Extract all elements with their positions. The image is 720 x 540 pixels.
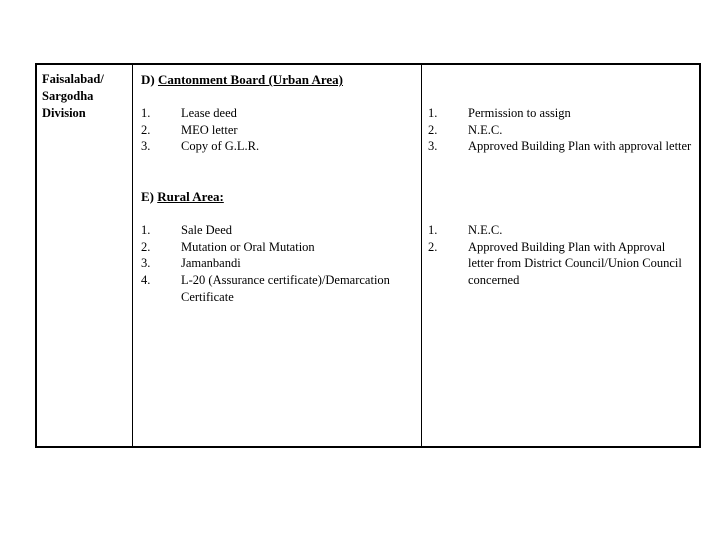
division-line: Faisalabad/	[42, 72, 104, 86]
section-title: Cantonment Board (Urban Area)	[157, 72, 343, 87]
item-text: Approved Building Plan with Approval letter from District Council/Union Council concerned	[468, 239, 682, 288]
item-text: Approved Building Plan with approval letter	[468, 139, 692, 154]
list-item	[141, 272, 411, 305]
item-text: Copy of G.L.R.	[181, 139, 260, 154]
list-item	[141, 239, 411, 256]
item-number: 4.	[141, 273, 151, 288]
item-number: 3.	[428, 139, 438, 154]
item-number: 1.	[428, 223, 438, 237]
division-label	[42, 71, 128, 122]
item-number: 1.	[141, 106, 151, 120]
section-e-documents	[141, 222, 411, 306]
document-table	[35, 63, 701, 448]
item-text: Sale Deed	[181, 223, 233, 237]
item-number: 3.	[141, 256, 151, 271]
list-item	[428, 239, 693, 289]
list-item	[141, 138, 411, 155]
list-item	[141, 255, 411, 272]
section-code: D)	[141, 72, 155, 87]
item-number: 2.	[141, 239, 151, 254]
item-text: Lease deed	[181, 106, 237, 120]
list-item	[428, 222, 693, 239]
section-d-requirements	[428, 105, 693, 155]
item-number: 1.	[428, 106, 438, 120]
list-item	[141, 222, 411, 239]
division-line: Sargodha	[42, 89, 94, 103]
section-d-heading	[141, 71, 343, 88]
list-item	[428, 122, 693, 139]
item-text: N.E.C.	[468, 223, 503, 237]
item-number: 1.	[141, 223, 151, 237]
list-item	[141, 122, 411, 139]
section-title: Rural Area:	[157, 189, 224, 204]
item-text: MEO letter	[181, 122, 238, 137]
list-item	[428, 105, 693, 122]
item-text: Permission to assign	[468, 106, 571, 120]
section-e-heading	[141, 188, 224, 205]
item-text: L-20 (Assurance certificate)/Demarcation Certificate	[181, 273, 390, 304]
section-code: E)	[141, 189, 154, 204]
item-number: 2.	[141, 122, 151, 137]
list-item	[428, 138, 693, 155]
item-text: Mutation or Oral Mutation	[181, 239, 315, 254]
item-number: 2.	[428, 122, 438, 137]
item-text: N.E.C.	[468, 122, 503, 137]
column-divider	[132, 65, 133, 446]
section-d-documents	[141, 105, 411, 155]
item-text: Jamanbandi	[181, 256, 241, 271]
column-divider	[421, 65, 422, 446]
division-line: Division	[42, 106, 86, 120]
item-number: 2.	[428, 239, 438, 254]
section-e-requirements	[428, 222, 693, 289]
item-number: 3.	[141, 139, 151, 154]
list-item	[141, 105, 411, 122]
